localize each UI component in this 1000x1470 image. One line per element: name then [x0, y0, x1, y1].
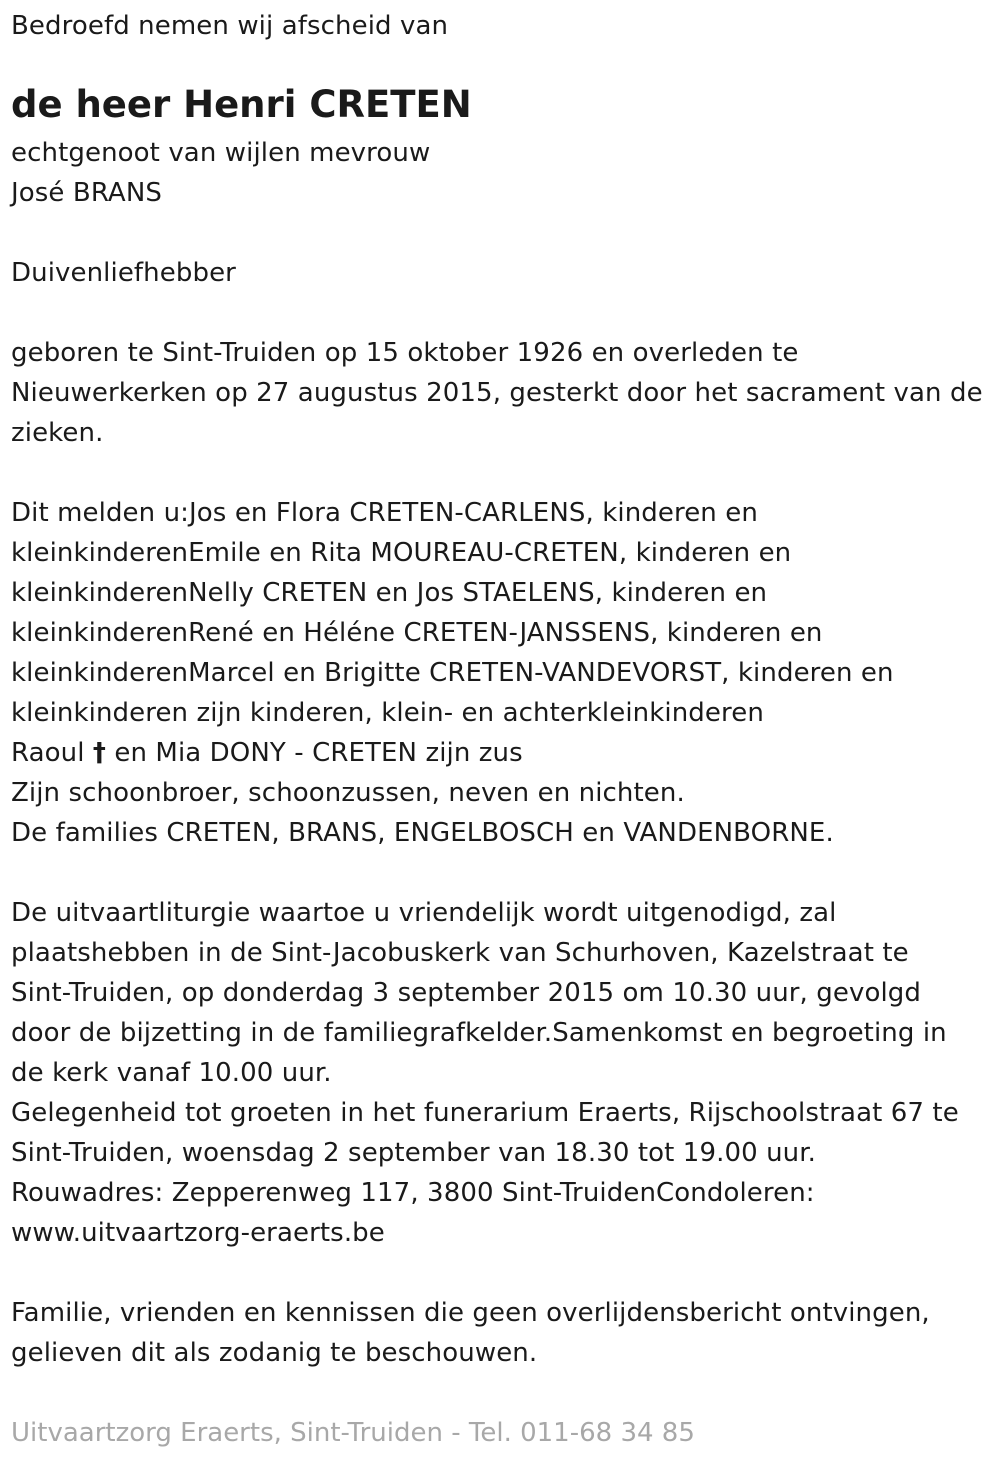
- sister-line-start: Raoul: [11, 738, 93, 768]
- paragraph-line: geboren te Sint-Truiden op 15 oktober 1926 en overleden te: [11, 338, 799, 368]
- hobby-text: Duivenliefhebber: [11, 258, 236, 288]
- cross-icon: †: [92, 738, 107, 768]
- birth-death-paragraph: [11, 333, 991, 453]
- website-text: www.uitvaartzorg-eraerts.be: [11, 1218, 385, 1248]
- sister-line-end: en Mia DONY - CRETEN zijn zus: [106, 738, 523, 768]
- spacer: [11, 453, 991, 493]
- paragraph-line: kleinkinderen zijn kinderen, klein- en achterkleinkinderen: [11, 698, 764, 728]
- spouse-line-2: José BRANS: [11, 178, 162, 208]
- intro-text: Bedroefd nemen wij afscheid van: [11, 11, 449, 41]
- paragraph-line: kleinkinderenNelly CRETEN en Jos STAELENS, kinderen en: [11, 578, 768, 608]
- death-notice: [11, 6, 991, 1373]
- paragraph-line: door de bijzetting in de familiegrafkelder.Samenkomst en begroeting in: [11, 1018, 947, 1048]
- spacer: [11, 293, 991, 333]
- family-paragraph: [11, 493, 991, 853]
- paragraph-line: kleinkinderenMarcel en Brigitte CRETEN-VANDEVORST, kinderen en: [11, 658, 894, 688]
- funeral-home-footer: Uitvaartzorg Eraerts, Sint-Truiden - Tel. 011-68 34 85: [11, 1418, 695, 1448]
- spacer: [11, 853, 991, 893]
- paragraph-line: zieken.: [11, 418, 104, 448]
- paragraph-line: Nieuwerkerken op 27 augustus 2015, gesterkt door het sacrament van de: [11, 378, 983, 408]
- paragraph-line: De uitvaartliturgie waartoe u vriendelijk wordt uitgenodigd, zal: [11, 898, 837, 928]
- sister-line: [11, 733, 991, 773]
- spacer: [11, 1253, 991, 1293]
- deceased-name: de heer Henri CRETEN: [11, 83, 472, 126]
- paragraph-line: Dit melden u:Jos en Flora CRETEN-CARLENS, kinderen en: [11, 498, 758, 528]
- paragraph-line: Sint-Truiden, woensdag 2 september van 18.30 tot 19.00 uur.: [11, 1138, 817, 1168]
- paragraph-line: kleinkinderenRené en Héléne CRETEN-JANSSENS, kinderen en: [11, 618, 823, 648]
- in-laws-line: Zijn schoonbroer, schoonzussen, neven en nichten.: [11, 778, 685, 808]
- paragraph-line: Familie, vrienden en kennissen die geen overlijdensbericht ontvingen,: [11, 1298, 930, 1328]
- closing-paragraph: [11, 1293, 991, 1373]
- paragraph-line: de kerk vanaf 10.00 uur.: [11, 1058, 332, 1088]
- spacer: [11, 213, 991, 253]
- paragraph-line: plaatshebben in de Sint-Jacobuskerk van Schurhoven, Kazelstraat te: [11, 938, 909, 968]
- paragraph-line: gelieven dit als zodanig te beschouwen.: [11, 1338, 538, 1368]
- paragraph-line: Gelegenheid tot groeten in het funerarium Eraerts, Rijschoolstraat 67 te: [11, 1098, 959, 1128]
- families-line: De families CRETEN, BRANS, ENGELBOSCH en VANDENBORNE.: [11, 818, 834, 848]
- paragraph-line: kleinkinderenEmile en Rita MOUREAU-CRETEN, kinderen en: [11, 538, 792, 568]
- paragraph-line: Rouwadres: Zepperenweg 117, 3800 Sint-TruidenCondoleren:: [11, 1178, 815, 1208]
- spouse-line-1: echtgenoot van wijlen mevrouw: [11, 138, 431, 168]
- paragraph-line: Sint-Truiden, op donderdag 3 september 2015 om 10.30 uur, gevolgd: [11, 978, 922, 1008]
- funeral-paragraph: [11, 893, 991, 1253]
